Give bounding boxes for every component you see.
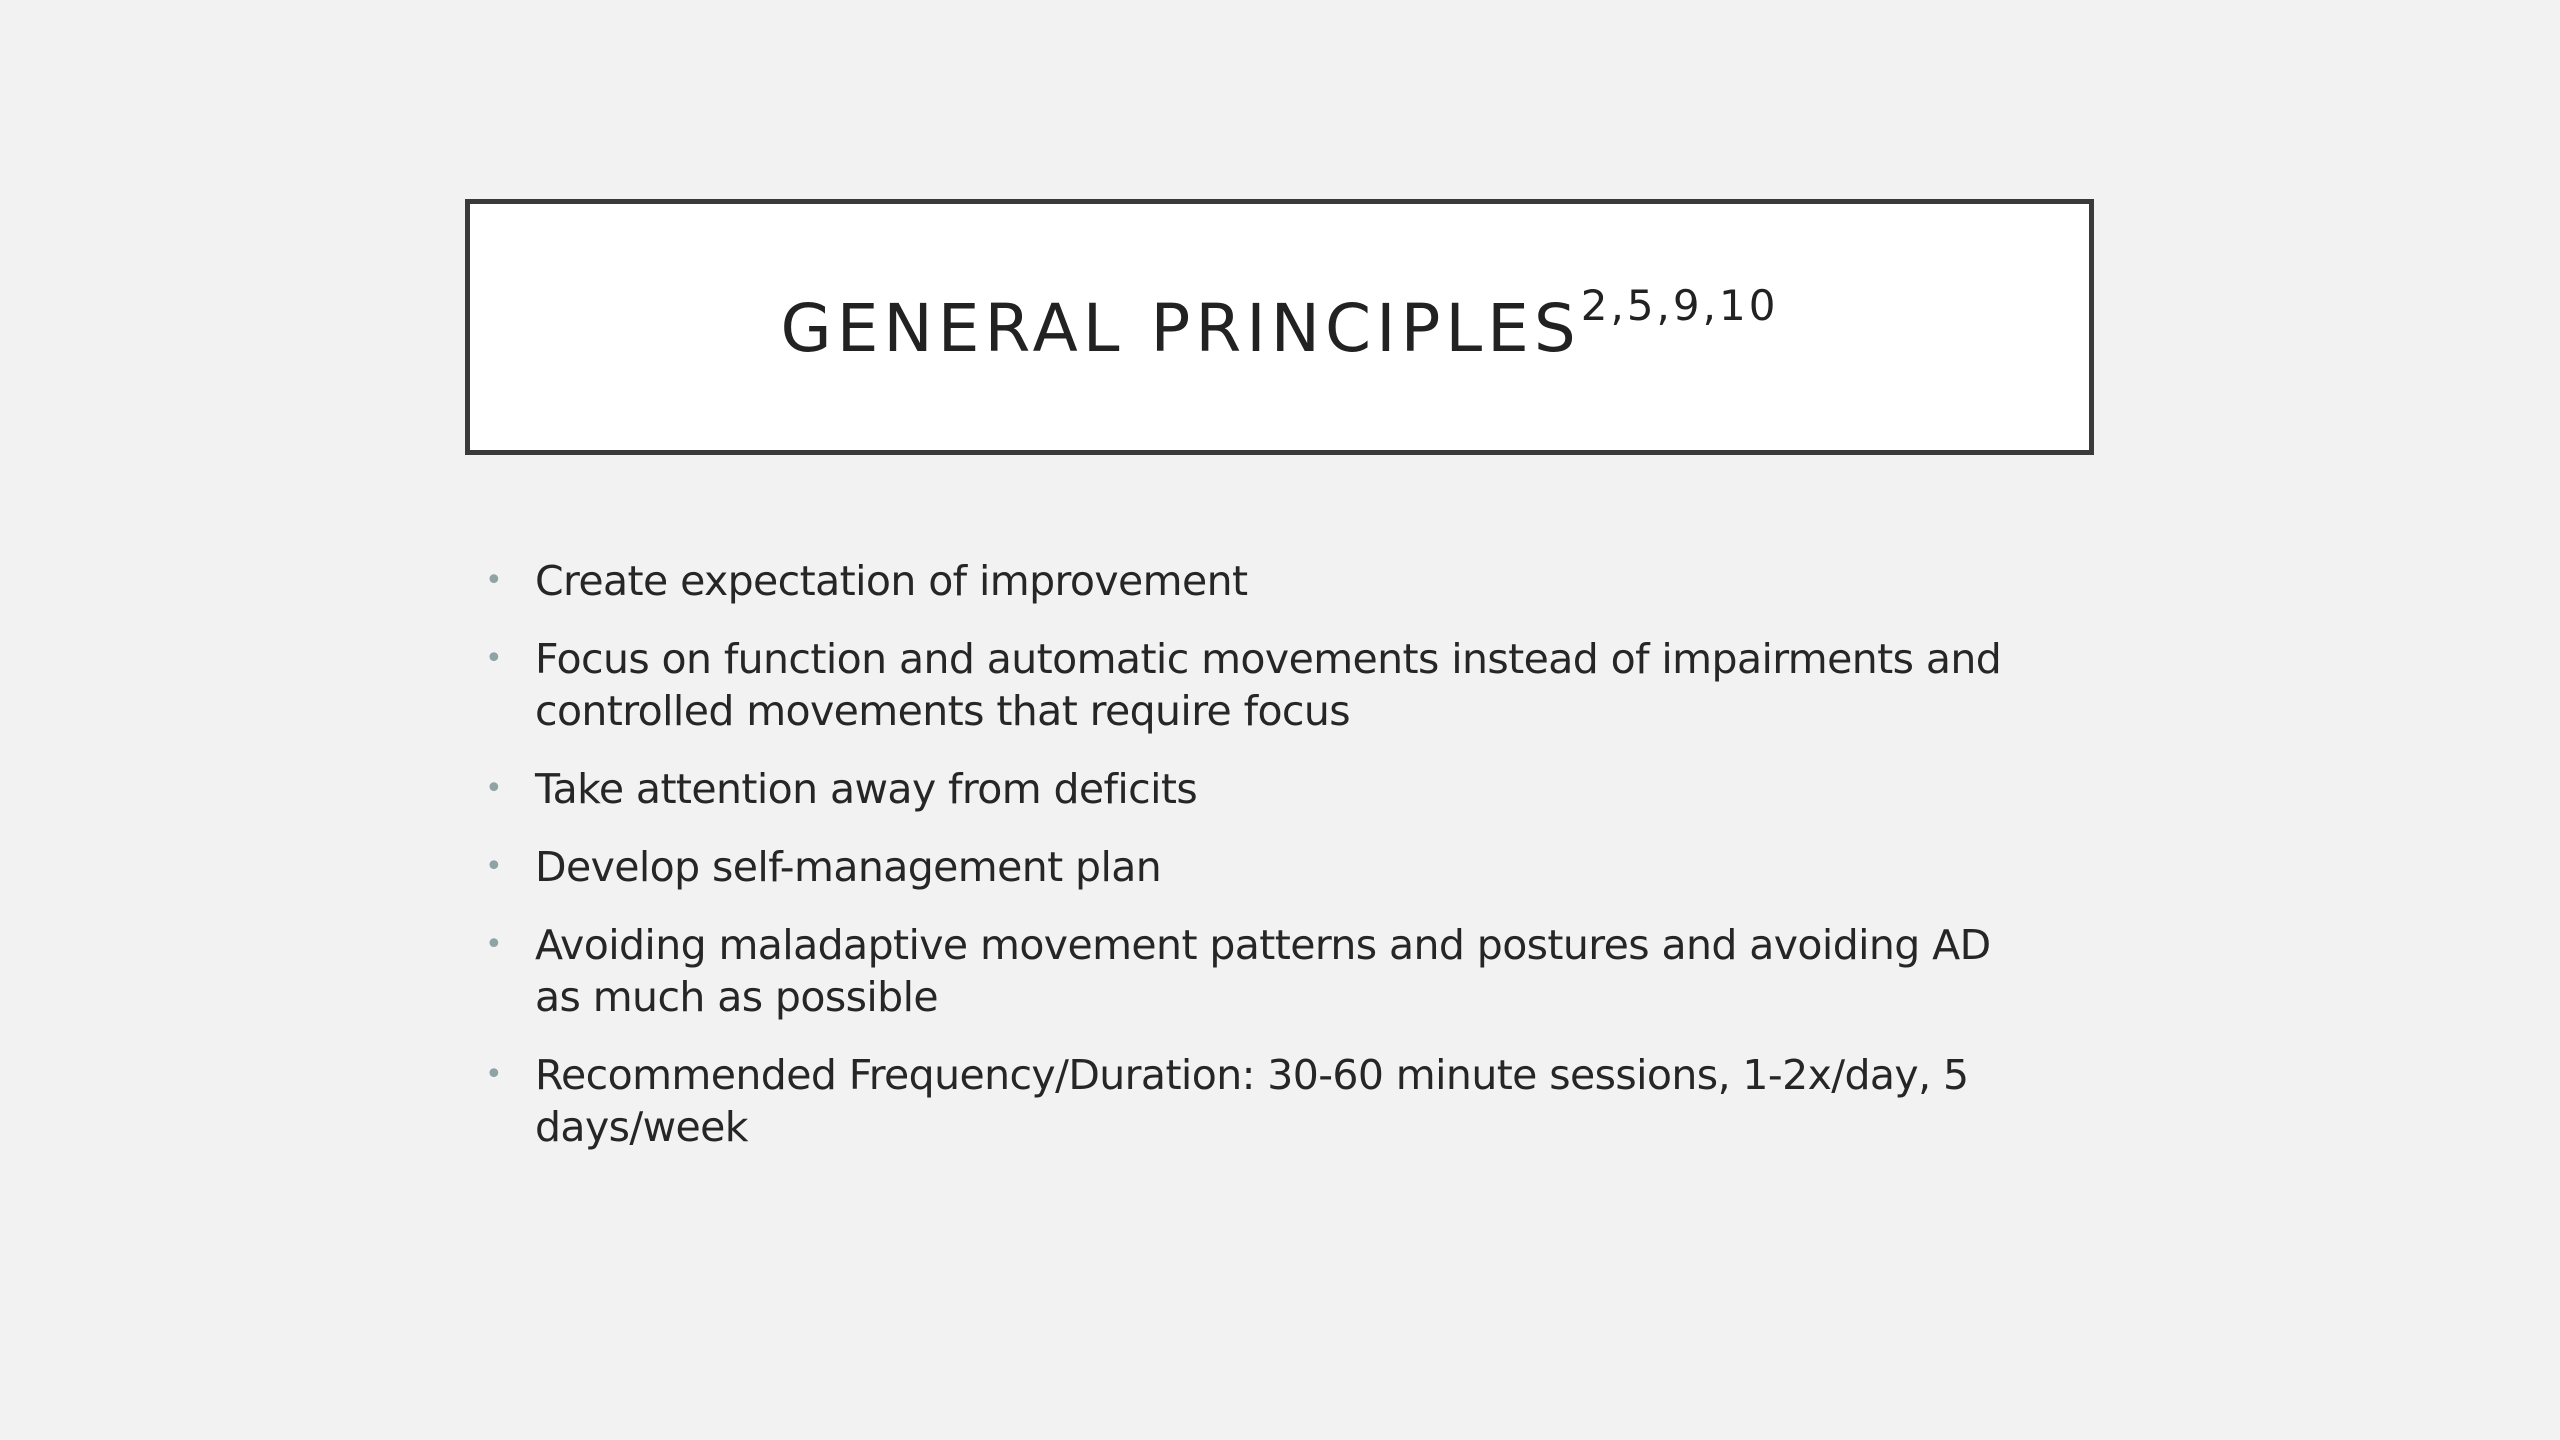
bullet-dot-icon: • <box>485 927 503 962</box>
bullet-text: Develop self-management plan <box>535 843 1162 891</box>
slide-title-text: GENERAL PRINCIPLES <box>780 290 1581 367</box>
slide-title <box>780 281 1779 367</box>
title-citation-superscript: 2,5,9,10 <box>1580 281 1779 330</box>
bullet-item <box>485 841 2045 893</box>
bullet-text: Create expectation of improvement <box>535 557 1248 605</box>
bullet-dot-icon: • <box>485 563 503 598</box>
bullet-item <box>485 919 2045 1023</box>
bullet-list <box>485 555 2045 1179</box>
bullet-text: Focus on function and automatic movements instead of impairments and controlled movements that require focus <box>535 635 2002 735</box>
bullet-item <box>485 763 2045 815</box>
bullet-dot-icon: • <box>485 1057 503 1092</box>
bullet-dot-icon: • <box>485 771 503 806</box>
bullet-item <box>485 555 2045 607</box>
bullet-item <box>485 1049 2045 1153</box>
bullet-text: Avoiding maladaptive movement patterns and postures and avoiding AD as much as possible <box>535 921 1991 1021</box>
bullet-item <box>485 633 2045 737</box>
title-box <box>465 199 2094 455</box>
bullet-text: Take attention away from deficits <box>535 765 1198 813</box>
bullet-dot-icon: • <box>485 849 503 884</box>
bullet-text: Recommended Frequency/Duration: 30-60 minute sessions, 1-2x/day, 5 days/week <box>535 1051 1969 1151</box>
bullet-dot-icon: • <box>485 641 503 676</box>
